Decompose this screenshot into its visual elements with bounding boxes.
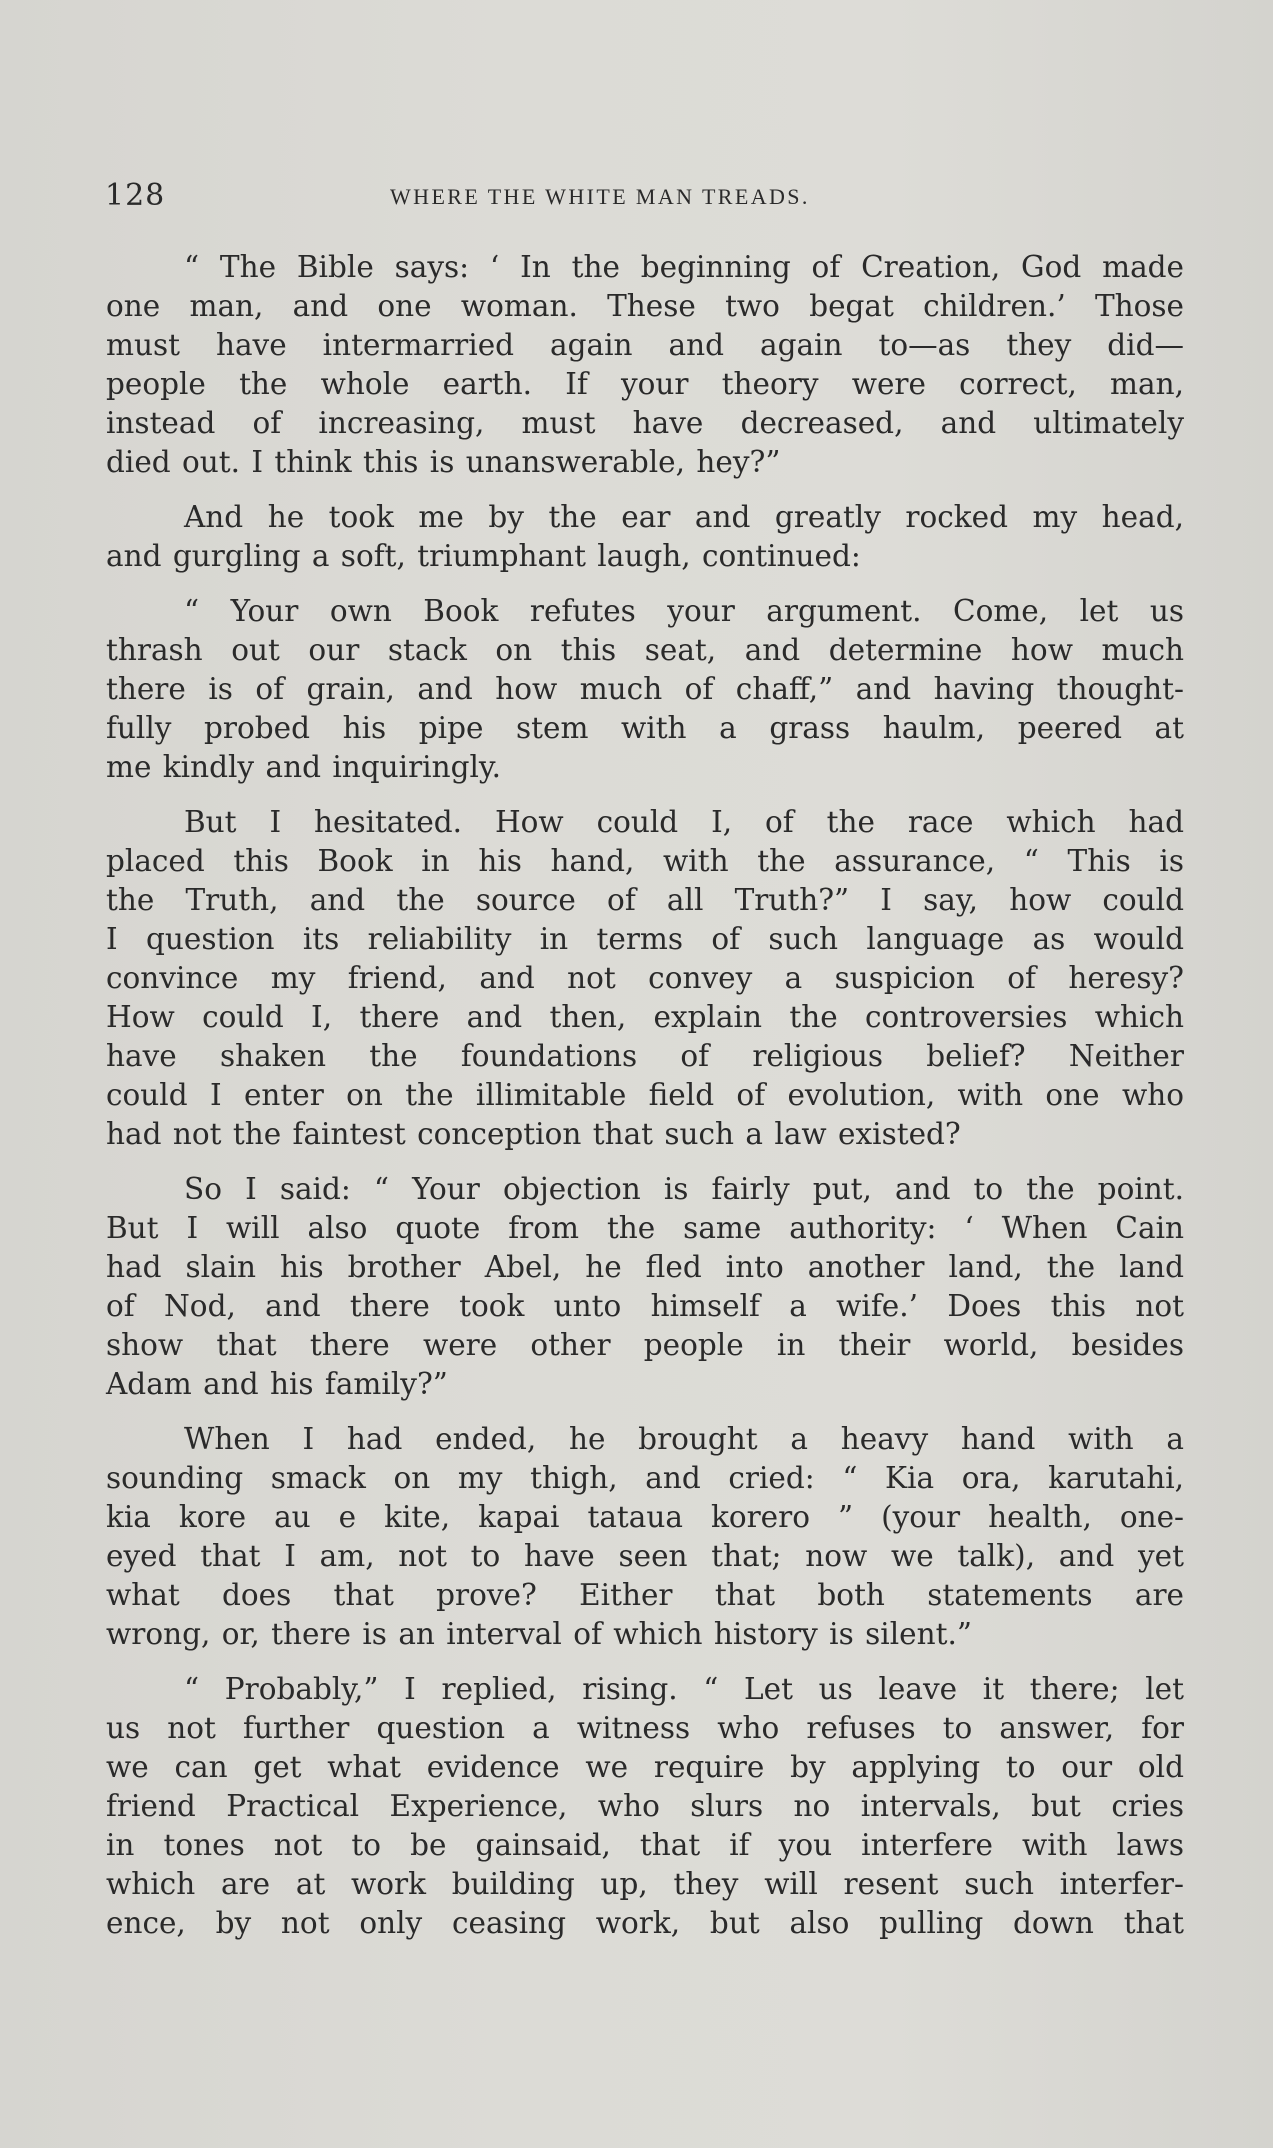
text-line: sounding smack on my thigh, and cried: “ Kia ora, karutahi, <box>106 1461 1184 1495</box>
text-line: must have intermarried again and again to—as they did— <box>106 328 1184 362</box>
text-line: Adam and his family?” <box>106 1367 448 1401</box>
text-line: had not the faintest conception that such a law existed? <box>106 1117 961 1151</box>
text-line: “ The Bible says: ‘ In the beginning of Creation, God made <box>184 250 1184 284</box>
paragraph <box>106 1420 1184 1654</box>
text-line: But I will also quote from the same authority: ‘ When Cain <box>106 1211 1184 1245</box>
text-line: had slain his brother Abel, he fled into another land, the land <box>106 1250 1184 1284</box>
running-title: WHERE THE WHITE MAN TREADS. <box>390 184 810 209</box>
paragraph <box>106 592 1184 787</box>
text-line: of Nod, and there took unto himself a wife.’ Does this not <box>106 1289 1184 1323</box>
text-line: died out. I think this is unanswerable, hey?” <box>106 445 781 479</box>
text-line: ence, by not only ceasing work, but also pulling down that <box>106 1906 1184 1940</box>
text-line: wrong, or, there is an interval of which history is silent.” <box>106 1617 972 1651</box>
paragraph <box>106 1670 1184 1943</box>
text-line: How could I, there and then, explain the controversies which <box>106 1000 1184 1034</box>
text-line: fully probed his pipe stem with a grass haulm, peered at <box>106 711 1184 745</box>
text-line: and gurgling a soft, triumphant laugh, continued: <box>106 539 861 573</box>
text-line: But I hesitated. How could I, of the race which had <box>184 805 1184 839</box>
page-number: 128 <box>105 178 166 213</box>
text-line: what does that prove? Either that both statements are <box>106 1578 1184 1612</box>
text-line: show that there were other people in their world, besides <box>106 1328 1184 1362</box>
text-line: which are at work building up, they will resent such interfer- <box>106 1867 1184 1901</box>
paragraph <box>106 803 1184 1154</box>
text-line: “ Probably,” I replied, rising. “ Let us leave it there; let <box>184 1672 1184 1706</box>
body-text <box>106 248 1184 1959</box>
paragraph <box>106 498 1184 576</box>
text-line: we can get what evidence we require by applying to our old <box>106 1750 1184 1784</box>
running-head <box>105 178 1185 218</box>
text-line: When I had ended, he brought a heavy hand with a <box>184 1422 1184 1456</box>
text-line: instead of increasing, must have decreased, and ultimately <box>106 406 1184 440</box>
text-line: kia kore au e kite, kapai tataua korero ” (your health, one- <box>106 1500 1184 1534</box>
text-line: “ Your own Book refutes your argument. Come, let us <box>184 594 1184 628</box>
text-line: there is of grain, and how much of chaff,” and having thought- <box>106 672 1184 706</box>
text-line: convince my friend, and not convey a suspicion of heresy? <box>106 961 1184 995</box>
text-line: could I enter on the illimitable field of evolution, with one who <box>106 1078 1184 1112</box>
text-line: me kindly and inquiringly. <box>106 750 502 784</box>
text-line: friend Practical Experience, who slurs no intervals, but cries <box>106 1789 1184 1823</box>
text-line: And he took me by the ear and greatly rocked my head, <box>184 500 1184 534</box>
text-line: the Truth, and the source of all Truth?” I say, how could <box>106 883 1184 917</box>
text-line: one man, and one woman. These two begat children.’ Those <box>106 289 1184 323</box>
text-line: thrash out our stack on this seat, and determine how much <box>106 633 1184 667</box>
text-line: people the whole earth. If your theory were correct, man, <box>106 367 1184 401</box>
text-line: I question its reliability in terms of such language as would <box>106 922 1184 956</box>
text-line: in tones not to be gainsaid, that if you interfere with laws <box>106 1828 1184 1862</box>
text-line: eyed that I am, not to have seen that; now we talk), and yet <box>106 1539 1184 1573</box>
text-line: have shaken the foundations of religious belief? Neither <box>106 1039 1184 1073</box>
paragraph <box>106 248 1184 482</box>
text-line: us not further question a witness who refuses to answer, for <box>106 1711 1184 1745</box>
paragraph <box>106 1170 1184 1404</box>
text-line: placed this Book in his hand, with the assurance, “ This is <box>106 844 1184 878</box>
text-line: So I said: “ Your objection is fairly put, and to the point. <box>184 1172 1184 1206</box>
